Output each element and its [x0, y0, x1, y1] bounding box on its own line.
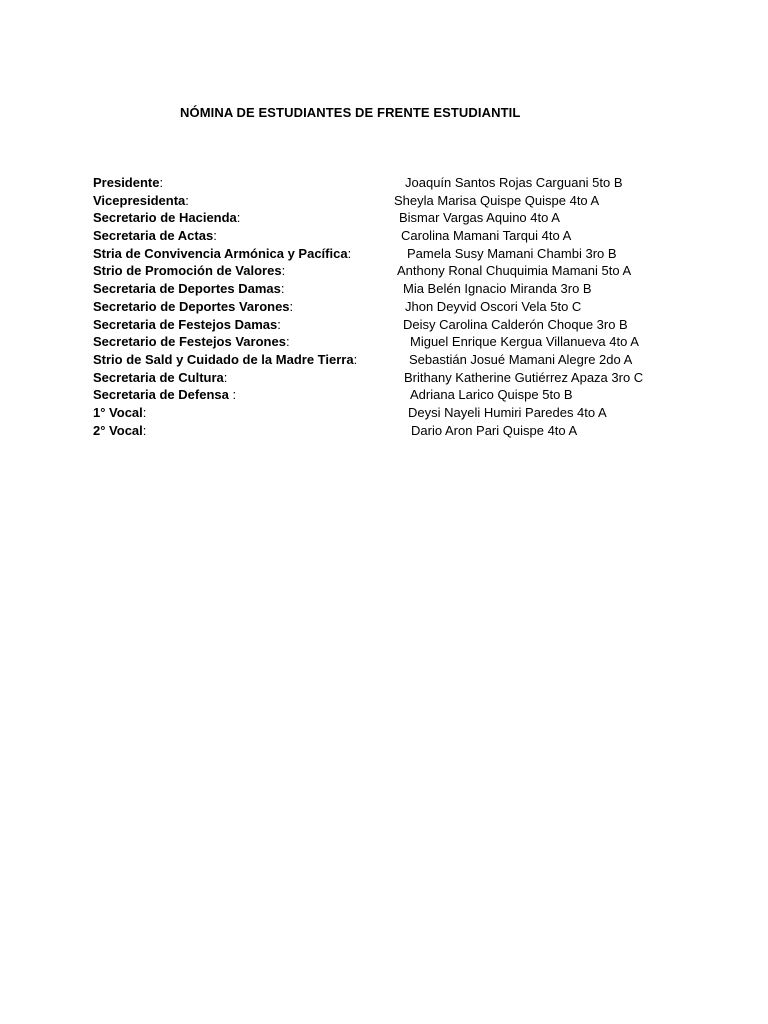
role-colon: : [353, 351, 358, 367]
member-name: Sebastián Josué Mamani Alegre 2do A [409, 351, 633, 367]
roster-row [93, 245, 733, 263]
member-name: Deisy Carolina Calderón Choque 3ro B [403, 316, 628, 332]
role-name: 2° Vocal [93, 422, 143, 438]
role-name: Vicepresidenta [93, 192, 186, 208]
role-label [93, 316, 281, 334]
member-name: Dario Aron Pari Quispe 4to A [411, 422, 578, 438]
roster-row [93, 404, 733, 422]
role-label [93, 174, 163, 192]
member-name: Joaquín Santos Rojas Carguani 5to B [405, 175, 623, 190]
role-colon: : [277, 316, 281, 332]
role-colon: : [185, 192, 189, 208]
role-label [93, 192, 189, 210]
role-label [93, 333, 290, 351]
roster-row [93, 280, 733, 298]
role-name: Secretario de Hacienda [93, 210, 237, 226]
role-label [93, 262, 285, 280]
member-name: Miguel Enrique Kergua Villanueva 4to A [410, 334, 639, 350]
role-name: Secretaria de Cultura [93, 369, 224, 385]
role-colon: : [281, 263, 286, 279]
role-label [93, 245, 351, 263]
role-label [93, 422, 146, 440]
roster-row [93, 369, 733, 387]
roster-row [93, 298, 733, 316]
role-label [93, 351, 357, 369]
roster-row [93, 333, 733, 351]
role-label [93, 298, 293, 316]
roster-row [93, 351, 733, 369]
member-name: Sheyla Marisa Quispe Quispe 4to A [394, 192, 600, 208]
role-label [93, 227, 217, 245]
member-name: Adriana Larico Quispe 5to B [410, 387, 573, 403]
role-colon: : [228, 387, 237, 403]
roster-row [93, 386, 733, 404]
role-label [93, 209, 240, 227]
role-name: Secretario de Festejos Varones [93, 334, 286, 350]
member-name: Pamela Susy Mamani Chambi 3ro B [407, 245, 617, 261]
role-name: Secretaria de Deportes Damas [93, 281, 281, 297]
role-name: Strio de Promoción de Valores [93, 263, 282, 279]
roster-row [93, 316, 733, 334]
roster-row [93, 422, 733, 440]
role-name: Stria de Convivencia Armónica y Pacífica [93, 245, 348, 261]
role-name: Strio de Sald y Cuidado de la Madre Tierra [93, 351, 354, 367]
role-label [93, 386, 236, 404]
role-label [93, 404, 146, 422]
roster-row [93, 174, 733, 192]
member-name: Jhon Deyvid Oscori Vela 5to C [405, 298, 582, 314]
role-name: Secretaria de Festejos Damas [93, 316, 278, 332]
roster-row [93, 227, 733, 245]
role-colon: : [142, 422, 147, 438]
member-name: Deysi Nayeli Humiri Paredes 4to A [408, 404, 607, 420]
role-name: Secretaria de Actas [93, 228, 214, 244]
member-name: Carolina Mamani Tarqui 4to A [401, 228, 572, 244]
role-colon: : [159, 175, 164, 190]
roster-list [93, 174, 733, 439]
member-name: Mia Belén Ignacio Miranda 3ro B [403, 281, 592, 297]
document-title: NÓMINA DE ESTUDIANTES DE FRENTE ESTUDIANTIL [180, 105, 521, 120]
role-colon: : [347, 245, 352, 261]
role-label [93, 369, 227, 387]
member-name: Brithany Katherine Gutiérrez Apaza 3ro C [404, 369, 644, 385]
role-colon: : [213, 228, 217, 244]
role-name: Presidente [93, 175, 160, 190]
member-name: Anthony Ronal Chuquimia Mamani 5to A [397, 263, 632, 279]
role-name: Secretaria de Defensa [93, 387, 229, 403]
role-name: 1° Vocal [93, 404, 143, 420]
role-name: Secretario de Deportes Varones [93, 298, 290, 314]
role-colon: : [289, 298, 294, 314]
role-colon: : [236, 210, 241, 226]
roster-row [93, 262, 733, 280]
role-colon: : [142, 404, 147, 420]
role-label [93, 280, 285, 298]
roster-row [93, 209, 733, 227]
role-colon: : [223, 369, 228, 385]
role-colon: : [285, 334, 290, 350]
roster-row [93, 192, 733, 210]
member-name: Bismar Vargas Aquino 4to A [399, 210, 560, 226]
role-colon: : [280, 281, 285, 297]
